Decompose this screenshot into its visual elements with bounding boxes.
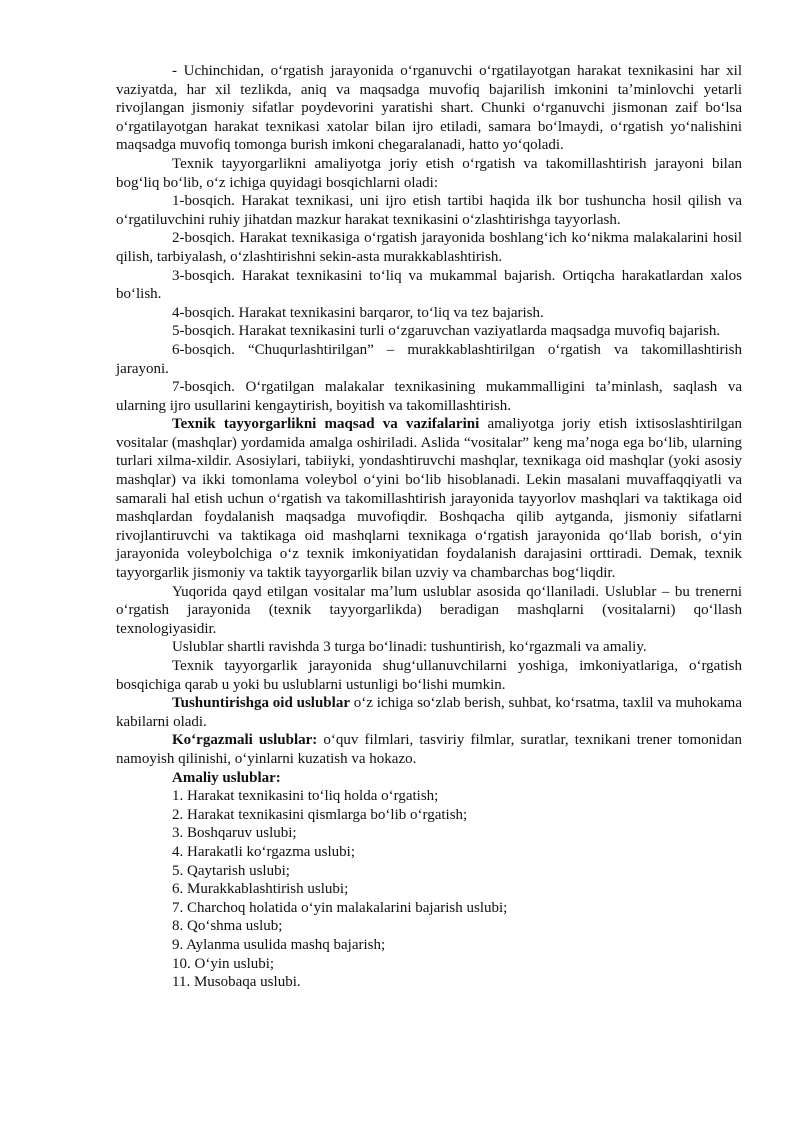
list-item: 10. Oʻyin uslubi;	[172, 955, 275, 972]
paragraph-stage-4: 4-bosqich. Harakat texnikasini barqaror, toʻliq va tez bajarish.	[172, 304, 544, 321]
paragraph-methods: Yuqorida qayd etilgan vositalar maʼlum uslublar asosida qoʻllaniladi. Uslublar – bu trenerni oʻrgatish jarayonida (texnik tayyorgarlikda) beradigan mashqlarni (vositalarni) qoʻllash texnologiyasidir.	[116, 583, 742, 637]
paragraph-third-point: - Uchinchidan, oʻrgatish jarayonida oʻrganuvchi oʻrgatilayotgan harakat texnikasini har xil vaziyatda, har xil tezlikda, aniq va maqsadga muvofiq bajarilish imkonini taʼminlovchi yetarli rivojlangan jismoniy sifatlar poydevorini yaratishi shart. Chunki oʻrganuvchi jismonan zaif boʻlsa oʻrgatilayotgan harakat texnikasi xatolar bilan ijro etiladi, samara boʻlmaydi, oʻrgatish yoʻnalishini maqsadga muvofiq tomonga burish imkoni chegaralanadi, hatto yoʻqoladi.	[116, 63, 742, 154]
list-item: 1. Harakat texnikasini toʻliq holda oʻrgatish;	[172, 788, 439, 805]
paragraph-stage-6: 6-bosqich. “Chuqurlashtirilgan” – murakkablashtirilgan oʻrgatish va takomillashtirish jarayoni.	[116, 341, 742, 377]
list-item: 7. Charchoq holatida oʻyin malakalarini bajarish uslubi;	[172, 899, 508, 916]
paragraph-stage-5: 5-bosqich. Harakat texnikasini turli oʻzgaruvchan vaziyatlarda maqsadga muvofiq bajarish.	[172, 323, 721, 340]
practical-methods-heading	[116, 769, 742, 788]
paragraph-stages-intro: Texnik tayyorgarlikni amaliyotga joriy etish oʻrgatish va takomillashtirish jarayoni bilan bogʻliq boʻlib, oʻz ichiga quyidagi bosqichlarni oladi:	[116, 155, 742, 191]
paragraph-means	[116, 415, 742, 582]
list-item: 5. Qaytarish uslubi;	[172, 862, 290, 879]
paragraph-visual-methods	[116, 731, 742, 768]
practical-methods-list	[116, 787, 742, 992]
list-item: 3. Boshqaruv uslubi;	[172, 825, 297, 842]
paragraph-stage-7: 7-bosqich. Oʻrgatilgan malakalar texnikasining mukammalligini taʼminlash, saqlash va ularning ijro usullarini kengaytirish, boyitish va takomillashtirish.	[116, 379, 742, 414]
list-item: 4. Harakatli koʻrgazma uslubi;	[172, 843, 356, 860]
practical-methods-title: Amaliy uslublar:	[172, 769, 281, 786]
paragraph-means-body: amaliyotga joriy etish ixtisoslashtirilgan vositalar (mashqlar) yordamida amalga oshiriladi. Aslida “vositalar” keng maʼnoga ega boʻlib, ularning turlari xilma-xildir. Asosiylari, tabiiyki, yondashtiruvchi mashqlar, texnikaga oid mashqlar (yoki asosiy mashqlar) va ikki tomonlama voleybol oʻyini boʻlib hisoblanadi. Lekin masalani muvaffaqqiyatli va samarali hal etish uchun oʻrgatish va takomillashtirish jarayonida tayyorlov mashqlari va taktikaga oid mashqlardan foydalanish maqsadga muvofiqdir. Boshqacha qilib aytganda, jismoniy sifatlarni rivojlantiruvchi va taktikaga oid mashqlarni texnikaga oʻrgatish jarayonida qoʻllab borish, oʻyin jarayonida voleybolchiga oʻz texnik imkoniyatidan foydalanish darajasini orttiradi. Demak, texnik tayyorgarlik jismoniy va taktik tayyorgarlik bilan uzviy va chambarchas bogʻliqdir.	[116, 416, 742, 582]
paragraph-stage-2: 2-bosqich. Harakat texnikasiga oʻrgatish jarayonida boshlangʻich koʻnikma malakalarini hosil qilish, tarbiyalash, oʻzlashtirishni sekin-asta murakkablashtirish.	[116, 230, 742, 265]
list-item: 8. Qoʻshma uslub;	[172, 918, 283, 935]
paragraph-method-priority: Texnik tayyorgarlik jarayonida shugʻullanuvchilarni yoshiga, imkoniyatlariga, oʻrgatish bosqichiga qarab u yoki bu uslublarni ustunligi boʻlishi mumkin.	[116, 658, 742, 693]
visual-methods-lead: Koʻrgazmali uslublar:	[172, 732, 318, 749]
list-item: 2. Harakat texnikasini qismlarga boʻlib oʻrgatish;	[172, 806, 468, 823]
list-item: 6. Murakkablashtirish uslubi;	[172, 881, 349, 898]
paragraph-means-lead: Texnik tayyorgarlikni maqsad va vazifalarini	[172, 416, 480, 433]
list-item: 11. Musobaqa uslubi.	[172, 974, 301, 991]
list-item: 9. Aylanma usulida mashq bajarish;	[172, 936, 386, 953]
explanatory-methods-lead: Tushuntirishga oid uslublar	[172, 695, 350, 712]
paragraph-explanatory-methods	[116, 694, 742, 731]
paragraph-method-types: Uslublar shartli ravishda 3 turga boʻlinadi: tushuntirish, koʻrgazmali va amaliy.	[172, 639, 647, 656]
explanatory-methods-body: oʻz ichiga soʻzlab berish, suhbat, koʻrsatma, taxlil va muhokama kabilarni oladi.	[116, 695, 742, 730]
visual-methods-body: oʻquv filmlari, tasviriy filmlar, suratlar, texnikani trener tomonidan namoyish qilinishi, oʻyinlarni kuzatish va hokazo.	[116, 732, 742, 767]
paragraph-stage-1: 1-bosqich. Harakat texnikasi, uni ijro etish tartibi haqida ilk bor tushuncha hosil qilish va oʻrgatiluvchini ruhiy jihatdan mazkur harakat texnikasini oʻzlashtirishga tayyorlash.	[116, 193, 742, 228]
paragraph-stage-3: 3-bosqich. Harakat texnikasini toʻliq va mukammal bajarish. Ortiqcha harakatlardan xalos boʻlish.	[116, 267, 742, 303]
